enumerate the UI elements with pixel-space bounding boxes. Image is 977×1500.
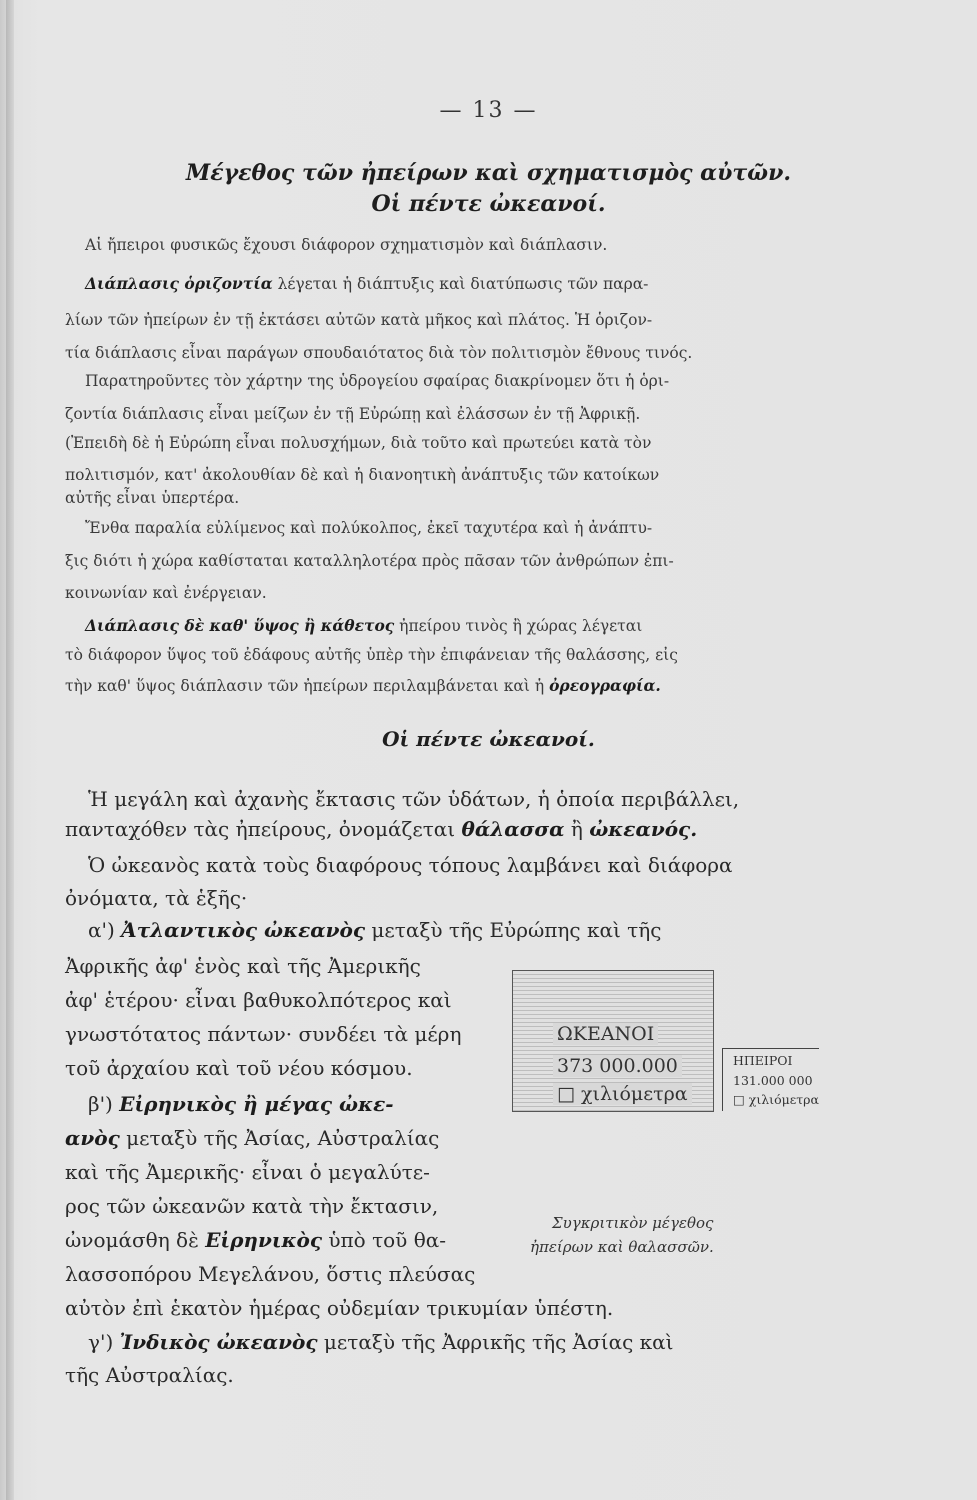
oceans-area-unit: □ χιλιόμετρα xyxy=(553,1083,692,1105)
diagram-caption-line2: ἠπείρων καὶ θαλασσῶν. xyxy=(530,1238,714,1256)
text-line: αὐτῆς εἶναι ὑπερτέρα. xyxy=(65,489,240,507)
text-line: α') Ἀτλαντικὸς ὠκεανὸς μεταξὺ τῆς Εὐρώπης καὶ τῆς xyxy=(88,918,662,942)
text-line: β') Εἰρηνικὸς ἢ μέγας ὠκε- xyxy=(88,1092,394,1116)
text-line: Ἔνθα παραλία εὐλίμενος καὶ πολύκολπος, ἐκεῖ ταχυτέρα καὶ ἡ ἀνάπτυ- xyxy=(85,519,653,537)
text-line: τὴν καθ' ὕψος διάπλασιν τῶν ἠπείρων περιλαμβάνεται καὶ ἡ ὀρεογραφία. xyxy=(65,676,661,695)
text-line: (Ἐπειδὴ δὲ ἡ Εὐρώπη εἶναι πολυσχήμων, διὰ τοῦτο καὶ πρωτεύει κατὰ τὸν xyxy=(65,434,652,452)
bold-term: Διάπλασις ὁριζοντία xyxy=(85,274,273,293)
text-line: γ') Ἰνδικὸς ὠκεανὸς μεταξὺ τῆς Ἀφρικῆς τῆς Ἀσίας καὶ xyxy=(88,1330,674,1354)
text-line: καὶ τῆς Ἀμερικῆς· εἶναι ὁ μεγαλύτε- xyxy=(65,1160,430,1184)
page-number: — 13 — xyxy=(439,98,538,123)
bold-term: Διάπλασις δὲ καθ' ὕψος ἢ κάθετος xyxy=(85,616,395,635)
chapter-heading: Μέγεθος τῶν ἠπείρων καὶ σχηματισμὸς αὐτῶν. xyxy=(185,160,792,186)
text-line: ζοντία διάπλασις εἶναι μείζων ἐν τῇ Εὐρώπῃ καὶ ἐλάσσων ἐν τῇ Ἀφρικῇ. xyxy=(65,405,641,423)
text-line: τία διάπλασις εἶναι παράγων σπουδαιότατος διὰ τὸν πολιτισμὸν ἔθνους τινός. xyxy=(65,344,693,362)
chapter-subheading: Οἱ πέντε ὠκεανοί. xyxy=(371,191,606,217)
text-line: κοινωνίαν καὶ ἐνέργειαν. xyxy=(65,584,267,602)
text-line: Διάπλασις ὁριζοντία λέγεται ἡ διάπτυξις καὶ διατύπωσις τῶν παρα- xyxy=(85,274,649,293)
text-line: Ἀφρικῆς ἀφ' ἑνὸς καὶ τῆς Ἀμερικῆς xyxy=(65,954,421,978)
comparison-diagram xyxy=(500,962,860,1142)
continents-area-value: 131.000 000 xyxy=(733,1073,813,1088)
bold-term: Εἰρηνικὸς xyxy=(205,1228,323,1252)
bold-term: ὀρεογραφία. xyxy=(549,676,661,695)
text-line: λίων τῶν ἠπείρων ἐν τῇ ἐκτάσει αὐτῶν κατὰ μῆκος καὶ πλάτος. Ἡ ὁριζον- xyxy=(65,311,653,329)
bold-term: Ἰνδικὸς ὠκεανὸς xyxy=(119,1330,318,1354)
section-heading: Οἱ πέντε ὠκεανοί. xyxy=(382,727,595,751)
text-line: ὠνομάσθη δὲ Εἰρηνικὸς ὑπὸ τοῦ θα- xyxy=(65,1228,446,1252)
text-line: πολιτισμόν, κατ' ἀκολουθίαν δὲ καὶ ἡ διανοητικὴ ἀνάπτυξις τῶν κατοίκων xyxy=(65,466,660,484)
text-line: ἀφ' ἑτέρου· εἶναι βαθυκολπότερος καὶ xyxy=(65,988,452,1012)
text-line: Διάπλασις δὲ καθ' ὕψος ἢ κάθετος ἠπείρου τινὸς ἢ χώρας λέγεται xyxy=(85,616,643,635)
continents-area-unit: □ χιλιόμετρα xyxy=(733,1092,819,1107)
continents-label: ΗΠΕΙΡΟΙ xyxy=(733,1053,793,1068)
bold-term: θάλασσα xyxy=(461,817,565,841)
text-line: ὀνόματα, τὰ ἑξῆς· xyxy=(65,886,248,910)
text-line: ξις διότι ἡ χώρα καθίσταται καταλληλοτέρα πρὸς πᾶσαν τῶν ἀνθρώπων ἐπι- xyxy=(65,552,674,570)
text-line: Ὁ ὠκεανὸς κατὰ τοὺς διαφόρους τόπους λαμβάνει καὶ διάφορα xyxy=(88,853,733,877)
text-line: Παρατηροῦντες τὸν χάρτην της ὑδρογείου σφαίρας διακρίνομεν ὅτι ἡ ὁρι- xyxy=(85,372,670,390)
text-line: ρος τῶν ὠκεανῶν κατὰ τὴν ἔκτασιν, xyxy=(65,1194,439,1218)
oceans-label: ΩΚΕΑΝΟΙ xyxy=(553,1023,658,1045)
text-line: λασσοπόρου Μεγελάνου, ὅστις πλεύσας xyxy=(65,1262,476,1286)
text-line: Ἡ μεγάλη καὶ ἀχανὴς ἔκτασις τῶν ὑδάτων, ἡ ὁποία περιβάλλει, xyxy=(88,787,740,811)
bold-term: ὠκεανός. xyxy=(589,817,698,841)
text-line: πανταχόθεν τὰς ἠπείρους, ὀνομάζεται θάλασσα ἢ ὠκεανός. xyxy=(65,817,698,841)
text-line: Αἱ ἤπειροι φυσικῶς ἔχουσι διάφορον σχηματισμὸν καὶ διάπλασιν. xyxy=(85,236,608,254)
text-line: αὐτὸν ἐπὶ ἑκατὸν ἡμέρας οὐδεμίαν τρικυμίαν ὑπέστη. xyxy=(65,1296,614,1320)
bold-term: Ἀτλαντικὸς ὠκεανὸς xyxy=(121,918,366,942)
bold-term: Εἰρηνικὸς ἢ μέγας ὠκε- xyxy=(119,1092,394,1116)
bold-term: ανὸς xyxy=(65,1126,120,1150)
oceans-area-value: 373 000.000 xyxy=(553,1055,682,1077)
text-line: τῆς Αὐστραλίας. xyxy=(65,1363,234,1387)
text-line: ανὸς μεταξὺ τῆς Ἀσίας, Αὐστραλίας xyxy=(65,1126,440,1150)
diagram-caption-line1: Συγκριτικὸν μέγεθος xyxy=(552,1214,714,1232)
text-line: τοῦ ἀρχαίου καὶ τοῦ νέου κόσμου. xyxy=(65,1056,413,1080)
continents-area-box xyxy=(722,1048,819,1111)
oceans-area-box xyxy=(512,970,714,1112)
text-line: τὸ διάφορον ὕψος τοῦ ἐδάφους αὐτῆς ὑπὲρ τὴν ἐπιφάνειαν τῆς θαλάσσης, εἰς xyxy=(65,646,678,664)
text-line: γνωστότατος πάντων· συνδέει τὰ μέρη xyxy=(65,1022,462,1046)
